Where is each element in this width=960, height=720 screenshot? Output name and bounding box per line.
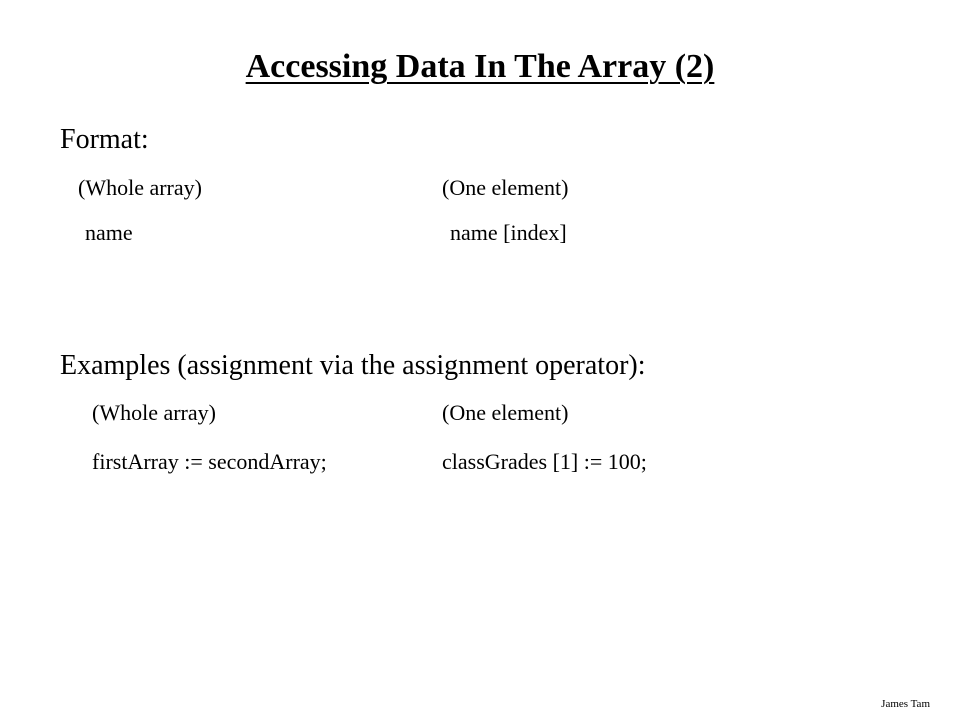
- format-heading: Format:: [60, 124, 149, 155]
- format-whole-array-syntax: name: [85, 220, 133, 245]
- examples-heading: Examples (assignment via the assignment operator):: [60, 350, 646, 381]
- examples-whole-array-header: (Whole array): [92, 400, 216, 425]
- examples-one-element-code: classGrades [1] := 100;: [442, 449, 647, 474]
- format-one-element-header: (One element): [442, 175, 569, 200]
- slide-title: Accessing Data In The Array (2): [245, 48, 715, 85]
- examples-one-element-header: (One element): [442, 400, 569, 425]
- format-whole-array-header: (Whole array): [78, 175, 202, 200]
- author-footer: James Tam: [881, 698, 930, 710]
- examples-whole-array-code: firstArray := secondArray;: [92, 449, 327, 474]
- format-one-element-syntax: name [index]: [450, 220, 567, 245]
